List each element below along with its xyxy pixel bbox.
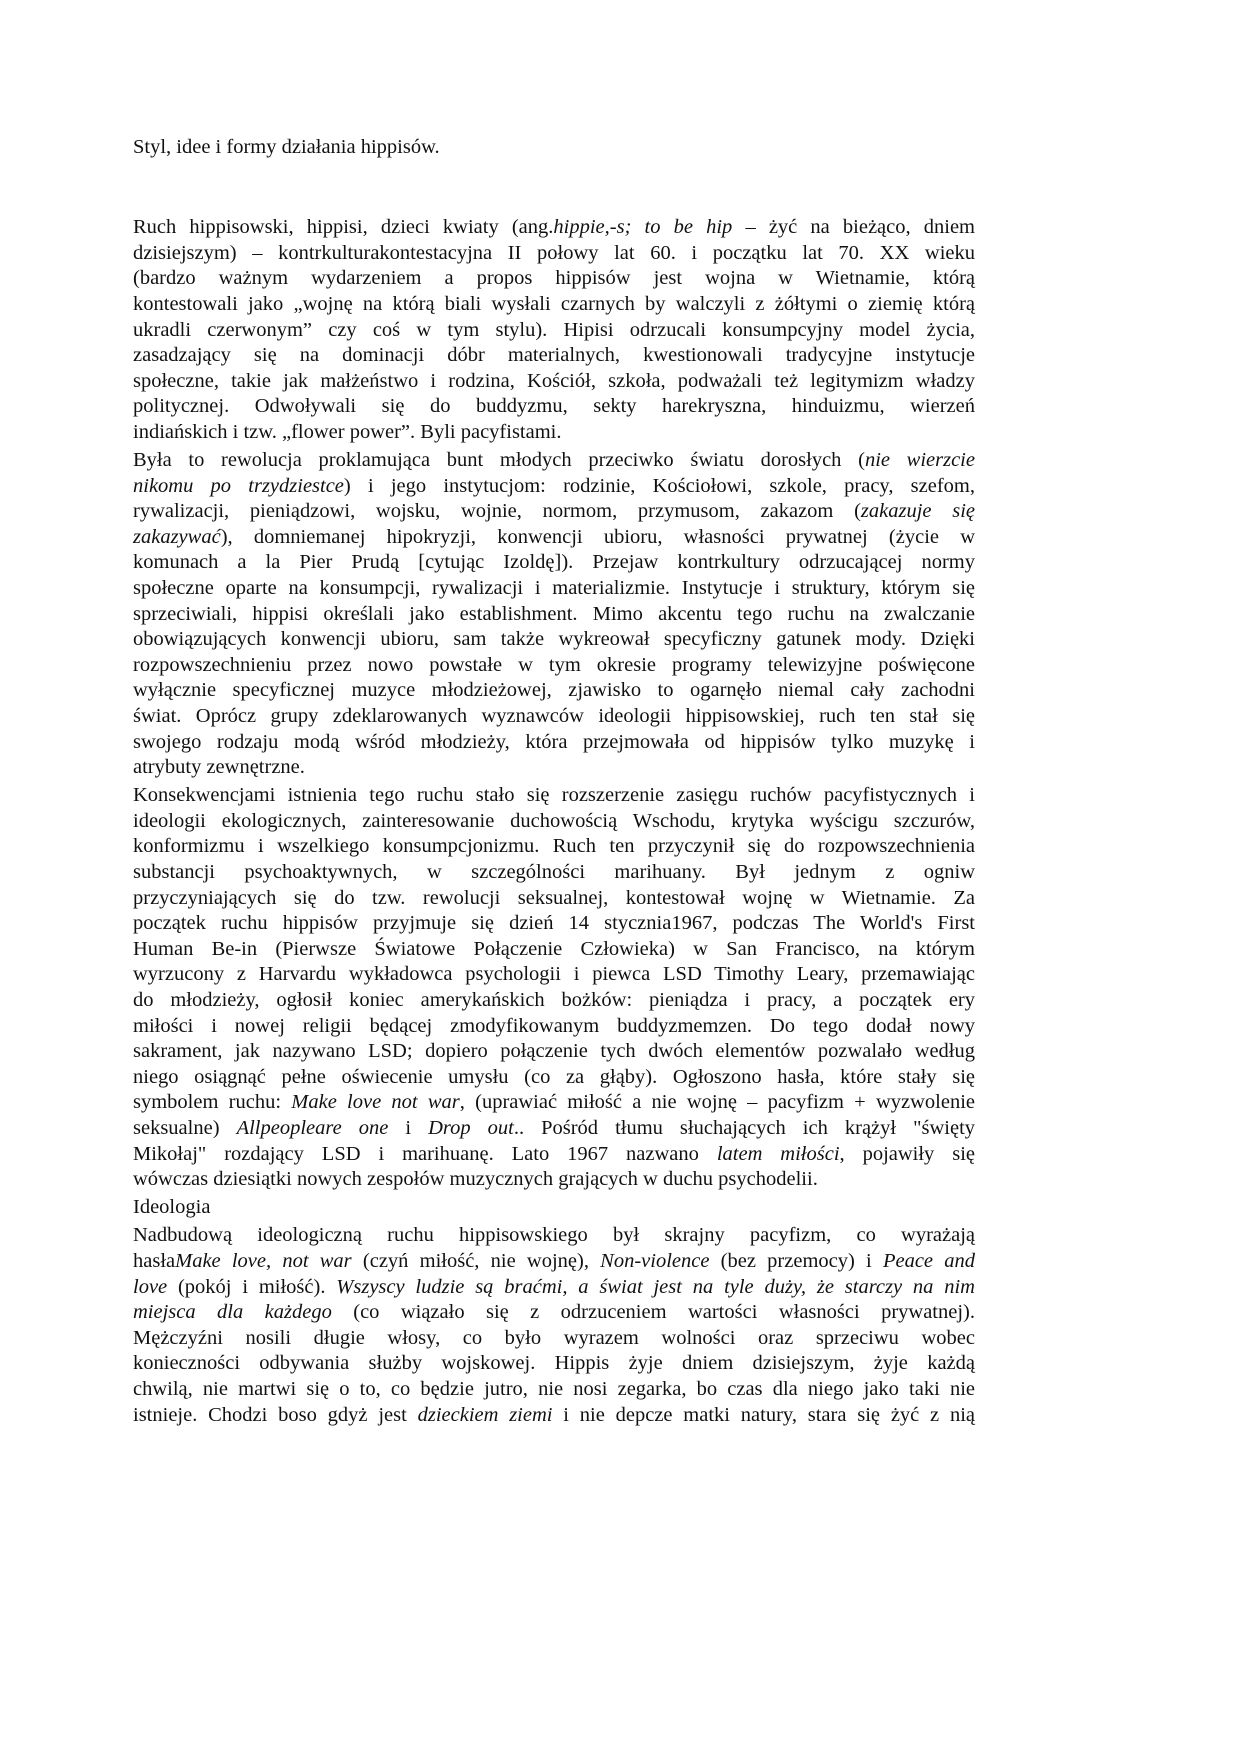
text-line bbox=[133, 1249, 975, 1275]
text-run: Konsekwencjami istnienia tego ruchu stało się rozszerzenie zasięgu ruchów pacyfistycznych i bbox=[133, 784, 975, 807]
text-line bbox=[133, 988, 975, 1014]
italic-text: nie wierzcie bbox=[864, 449, 975, 472]
text-line bbox=[133, 730, 975, 756]
text-line bbox=[133, 937, 975, 963]
paragraph bbox=[133, 1223, 975, 1428]
text-line bbox=[133, 1300, 975, 1326]
text-run: , (uprawiać miłość a nie wojnę – pacyfizm + wyzwolenie bbox=[459, 1091, 975, 1114]
text-run: konformizmu i wszelkiego konsumpcjonizmu. Ruch ten przyczynił się do rozpowszechnienia bbox=[133, 835, 975, 858]
text-line bbox=[133, 1142, 975, 1168]
text-line bbox=[133, 576, 975, 602]
text-run: komunach a la Pier Prudą [cytując Izoldę]). Przejaw kontrkultury odrzucającej normy bbox=[133, 551, 975, 574]
text-run: wyłącznie specyficznej muzyce młodzieżowej, zjawisko to ogarnęło niemal cały zachodni bbox=[133, 679, 975, 702]
text-line bbox=[133, 1116, 975, 1142]
text-line bbox=[133, 448, 975, 474]
text-run: ) i jego instytucjom: rodzinie, Kościołowi, szkole, pracy, szefom, bbox=[343, 474, 975, 497]
text-line bbox=[133, 318, 975, 344]
paragraph bbox=[133, 448, 975, 781]
text-line bbox=[133, 1351, 975, 1377]
text-run: rozpowszechnieniu przez nowo powstałe w tym okresie programy telewizyjne poświęcone bbox=[133, 653, 975, 676]
text-line bbox=[133, 704, 975, 730]
text-run: substancji psychoaktywnych, w szczególności marihuany. Był jednym z ogniw bbox=[133, 861, 975, 884]
text-line bbox=[133, 834, 975, 860]
text-line bbox=[133, 860, 975, 886]
text-line bbox=[133, 809, 975, 835]
text-line bbox=[133, 1039, 975, 1065]
text-line bbox=[133, 1090, 975, 1116]
italic-text: Wszyscy ludzie są braćmi, a świat jest na tyle duży, że starczy na nim bbox=[336, 1275, 975, 1298]
text-run: obowiązujących konwencji ubioru, sam także wykreował specyficzny gatunek mody. Dzięki bbox=[133, 628, 975, 651]
text-run: hasła bbox=[133, 1249, 176, 1272]
italic-text: zakazywać bbox=[133, 525, 221, 548]
italic-text: latem miłości bbox=[716, 1142, 840, 1165]
text-run: początek ruchu hippisów przyjmuje się dzień 14 stycznia1967, podczas The World's First bbox=[133, 912, 975, 935]
text-line bbox=[133, 755, 975, 781]
text-run: sakrament, jak nazywano LSD; dopiero połączenie tych dwóch elementów pozwalało według bbox=[133, 1040, 975, 1063]
text-run: niego osiągnąć pełne oświecenie umysłu (co za głąby). Ogłoszono hasła, które stały się bbox=[133, 1065, 975, 1088]
text-run: (bez przemocy) i bbox=[709, 1249, 883, 1272]
italic-text: Make love, not war bbox=[175, 1249, 352, 1272]
text-line bbox=[133, 1326, 975, 1352]
italic-text: miejsca dla każdego bbox=[133, 1301, 332, 1324]
text-line bbox=[133, 1275, 975, 1301]
text-line bbox=[133, 266, 975, 292]
document-body bbox=[133, 135, 975, 1428]
text-run: społeczne oparte na konsumpcji, rywalizacji i materializmie. Instytucje i struktury, którym się bbox=[133, 577, 975, 599]
text-run: .. Pośród tłumu słuchających ich krążył "święty bbox=[513, 1116, 976, 1139]
text-line bbox=[133, 292, 975, 318]
italic-text: zakazuje się bbox=[860, 500, 976, 523]
italic-text: Make love not war bbox=[291, 1091, 460, 1114]
italic-text: Allpeopleare one bbox=[236, 1116, 389, 1139]
text-line bbox=[133, 1377, 975, 1403]
text-run: i bbox=[388, 1116, 429, 1139]
document-title: Styl, idee i formy działania hippisów. bbox=[133, 136, 440, 158]
text-line bbox=[133, 525, 975, 551]
text-line bbox=[133, 474, 975, 500]
text-line bbox=[133, 653, 975, 679]
text-run: Human Be-in (Pierwsze Światowe Połączenie Człowieka) w San Francisco, na którym bbox=[133, 937, 975, 960]
text-run: przyczyniających się do tzw. rewolucji seksualnej, kontestował wojnę w Wietnamie. Za bbox=[133, 886, 975, 909]
text-run: kontestowali jako „wojnę na którą biali wysłali czarnych by walczyli z żółtymi o ziemię którą bbox=[133, 292, 975, 315]
italic-text: love bbox=[133, 1275, 168, 1298]
text-run: Nadbudową ideologiczną ruchu hippisowskiego był skrajny pacyfizm, co wyrażają bbox=[133, 1224, 975, 1247]
text-run: i nie depcze matki natury, stara się żyć z nią bbox=[552, 1403, 975, 1426]
text-run: miłości i nowej religii będącej zmodyfikowanym buddyzmemzen. Do tego dodał nowy bbox=[133, 1014, 975, 1037]
italic-text: nikomu po trzydziestce bbox=[133, 474, 344, 497]
text-line bbox=[133, 499, 975, 525]
text-line bbox=[133, 1014, 975, 1040]
italic-text: Peace and bbox=[882, 1249, 975, 1272]
text-run: społeczne, takie jak małżeństwo i rodzina, Kościół, szkoła, podważali też legitymizm władzy bbox=[133, 369, 975, 392]
text-run: rywalizacji, pieniądzowi, wojsku, wojnie, normom, przymusom, zakazom ( bbox=[133, 500, 861, 523]
text-run: – żyć na bieżąco, dniem bbox=[732, 216, 975, 239]
italic-text: hippie,-s; to be hip bbox=[553, 216, 733, 239]
text-run: Ruch hippisowski, hippisi, dzieci kwiaty (ang. bbox=[133, 216, 554, 239]
text-line bbox=[133, 241, 975, 267]
text-run: Mikołaj" rozdający LSD i marihuanę. Lato 1967 nazwano bbox=[133, 1142, 717, 1165]
text-line bbox=[133, 1065, 975, 1091]
text-line bbox=[133, 369, 975, 395]
text-run: ), domniemanej hipokryzji, konwencji ubioru, własności prywatnej (życie w bbox=[220, 525, 975, 548]
text-run: , pojawiły się bbox=[839, 1142, 975, 1165]
text-run: dzisiejszym) – kontrkulturakontestacyjna II połowy lat 60. i początku lat 70. XX wieku bbox=[133, 241, 975, 264]
italic-text: Drop out bbox=[428, 1116, 514, 1139]
text-line bbox=[133, 627, 975, 653]
text-run: (czyń miłość, nie wojnę), bbox=[351, 1249, 601, 1272]
text-run: ukradli czerwonym” czy coś w tym stylu). Hipisi odrzucali konsumpcyjny model życia, bbox=[133, 318, 975, 341]
text-run: świat. Oprócz grupy zdeklarowanych wyznawców ideologii hippisowskiej, ruch ten stał się bbox=[133, 704, 975, 727]
text-line bbox=[133, 420, 975, 446]
text-run: (pokój i miłość). bbox=[167, 1275, 337, 1298]
text-run: atrybuty zewnętrzne. bbox=[133, 756, 305, 779]
text-line bbox=[133, 678, 975, 704]
text-line bbox=[133, 911, 975, 937]
section-ideologia bbox=[133, 1223, 975, 1428]
text-line bbox=[133, 343, 975, 369]
text-run: do młodzieży, ogłosił koniec amerykańskich bożków: pieniądza i pracy, a początek ery bbox=[133, 989, 975, 1011]
text-run: symbolem ruchu: bbox=[133, 1091, 292, 1114]
text-run: Była to rewolucja proklamująca bunt młodych przeciwko światu dorosłych ( bbox=[133, 449, 865, 472]
section-intro bbox=[133, 215, 975, 1193]
paragraph bbox=[133, 215, 975, 445]
text-line bbox=[133, 1167, 975, 1193]
text-line bbox=[133, 783, 975, 809]
section-heading-ideologia: Ideologia bbox=[133, 1196, 211, 1219]
text-run: (bardzo ważnym wydarzeniem a propos hippisów jest wojna w Wietnamie, którą bbox=[133, 267, 975, 290]
text-run: zasadzający się na dominacji dóbr materialnych, kwestionowali tradycyjne instytucje bbox=[133, 344, 975, 367]
text-run: sprzeciwiali, hippisi określali jako establishment. Mimo akcentu tego ruchu na zwalczanie bbox=[133, 602, 975, 625]
text-line bbox=[133, 886, 975, 912]
text-run: Mężczyźni nosili długie włosy, co było wyrazem wolności oraz sprzeciwu wobec bbox=[133, 1326, 975, 1349]
text-run: politycznej. Odwoływali się do buddyzmu, sekty harekryszna, hinduizmu, wierzeń bbox=[133, 395, 975, 418]
paragraph bbox=[133, 783, 975, 1193]
text-run: swojego rodzaju modą wśród młodzieży, która przejmowała od hippisów tylko muzykę i bbox=[133, 730, 975, 753]
text-line bbox=[133, 1403, 975, 1429]
text-run: seksualne) bbox=[133, 1116, 237, 1139]
text-run: ideologii ekologicznych, zainteresowanie duchowością Wschodu, krytyka wyścigu szczurów, bbox=[133, 809, 975, 832]
text-run: chwilą, nie martwi się o to, co będzie jutro, nie nosi zegarka, bo czas dla niego jako taki nie bbox=[133, 1377, 975, 1400]
text-line bbox=[133, 550, 975, 576]
italic-text: Non-violence bbox=[600, 1249, 710, 1272]
text-line bbox=[133, 1223, 975, 1249]
text-run: konieczności odbywania służby wojskowej. Hippis żyje dniem dzisiejszym, żyje każdą bbox=[133, 1352, 975, 1375]
text-run: istnieje. Chodzi boso gdyż jest bbox=[133, 1403, 418, 1426]
text-line bbox=[133, 962, 975, 988]
text-line bbox=[133, 602, 975, 628]
text-line bbox=[133, 215, 975, 241]
text-line bbox=[133, 394, 975, 420]
italic-text: dzieckiem ziemi bbox=[417, 1403, 553, 1426]
text-run: (co wiązało się z odrzuceniem wartości własności prywatnej). bbox=[331, 1301, 975, 1324]
text-run: wyrzucony z Harvardu wykładowca psychologii i piewca LSD Timothy Leary, przemawiając bbox=[133, 963, 975, 986]
text-run: wówczas dziesiątki nowych zespołów muzycznych grających w duchu psychodelii. bbox=[133, 1168, 818, 1191]
text-run: indiańskich i tzw. „flower power”. Byli pacyfistami. bbox=[133, 420, 562, 443]
